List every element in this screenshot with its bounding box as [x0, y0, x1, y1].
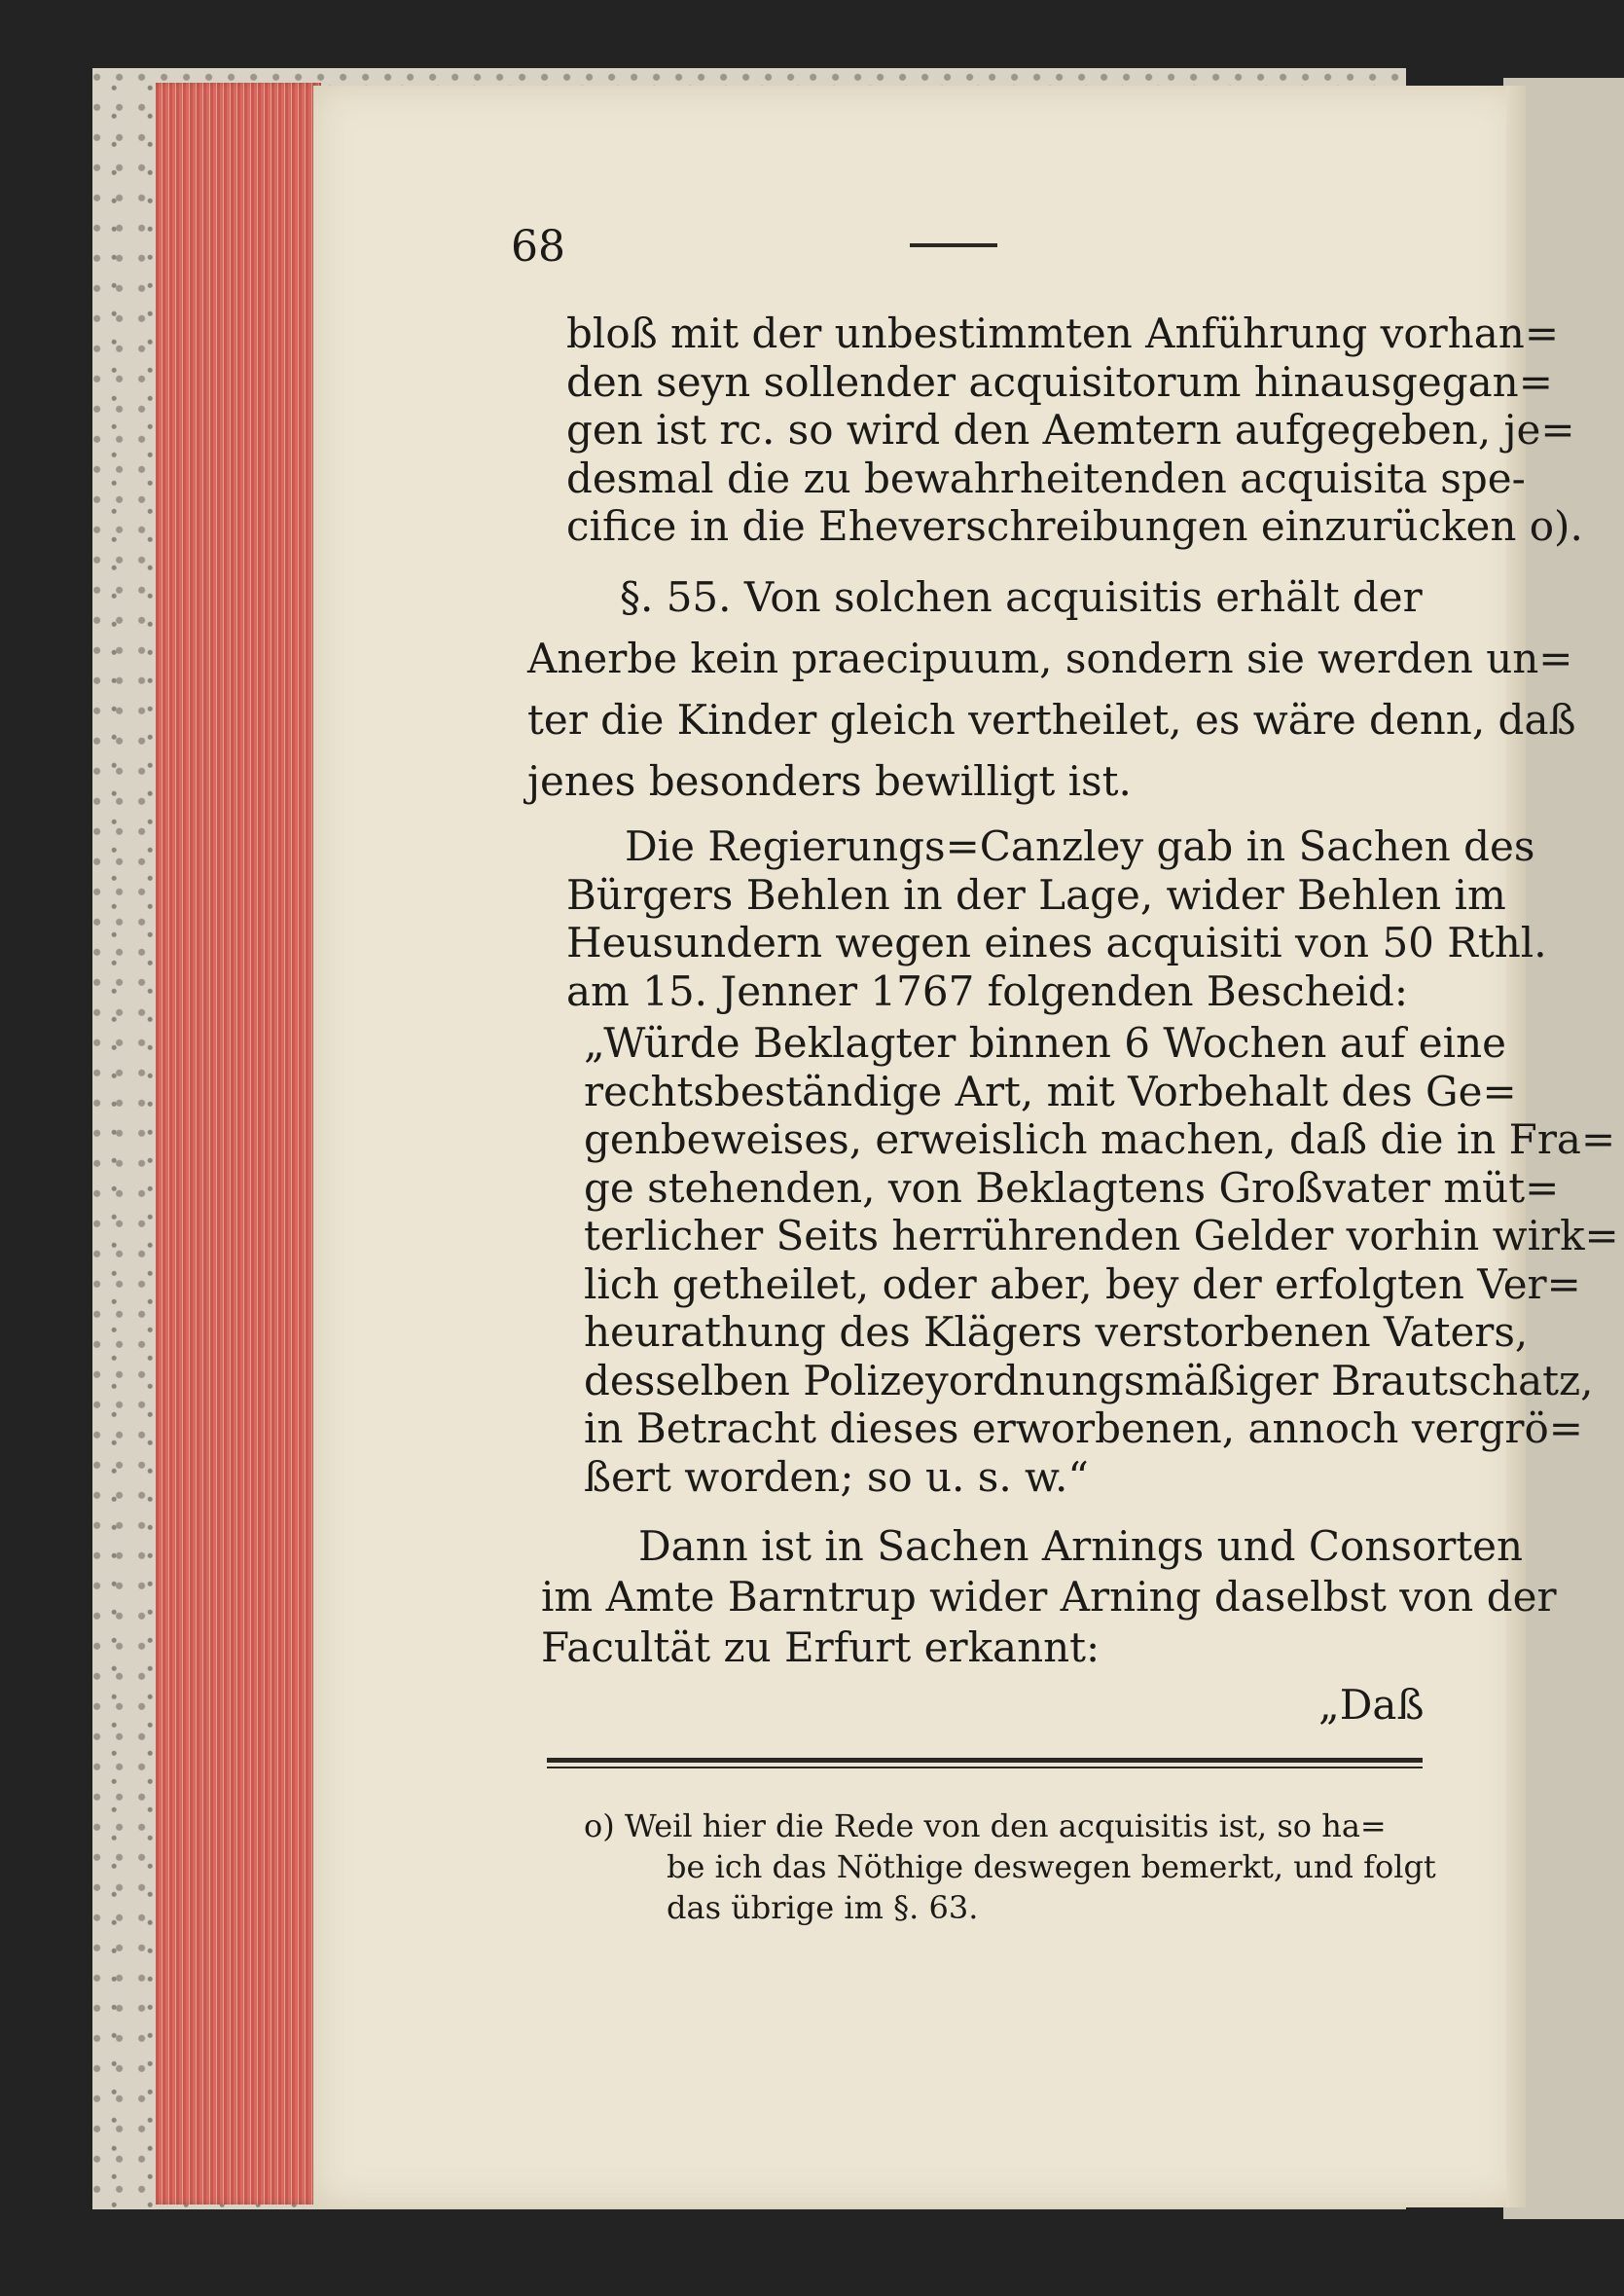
body-text-block-1 [566, 310, 1583, 551]
text-line: ßert worden; so u. s. w.“ [584, 1452, 1089, 1501]
text-line: lich getheilet, oder aber, bey der erfolgten Ver= [584, 1259, 1581, 1308]
page-edges [156, 83, 321, 2205]
text-line: Facultät zu Erfurt erkannt: [541, 1623, 1101, 1671]
footnote-rule-thin [547, 1767, 1423, 1768]
footnote-rule [547, 1758, 1423, 1763]
paragraph-55 [527, 566, 1576, 812]
text-line: desselben Polizeyordnungsmäßiger Brautschatz, [584, 1356, 1594, 1404]
footnote-line: das übrige im §. 63. [667, 1889, 979, 1926]
text-line: in Betracht dieses erworbenen, annoch vergrö= [584, 1404, 1583, 1452]
text-line: Die Regierungs=Canzley gab in Sachen des [625, 822, 1535, 870]
text-line: terlicher Seits herrührenden Gelder vorhin wirk= [584, 1212, 1619, 1259]
text-line: am 15. Jenner 1767 folgenden Bescheid: [566, 966, 1409, 1015]
catchword: „Daß [1318, 1681, 1425, 1729]
footnote [584, 1805, 1436, 1928]
text-line: bloß mit der unbestimmten Anführung vorhan= [566, 310, 1560, 357]
text-line: Dann ist in Sachen Arnings und Consorten [638, 1522, 1524, 1570]
text-line: cifice in die Eheverschreibungen einzurücken o). [566, 502, 1583, 550]
text-line: Bürgers Behlen in der Lage, wider Behlen im [566, 870, 1506, 919]
quoted-decision [584, 1019, 1619, 1501]
body-text-block-2 [566, 822, 1547, 1015]
footnote-line: o) Weil hier die Rede von den acquisitis ist, so ha= [584, 1807, 1387, 1844]
text-line: ge stehenden, von Beklagtens Großvater müt= [584, 1163, 1560, 1212]
text-line: rechtsbeständige Art, mit Vorbehalt des Ge= [584, 1067, 1517, 1115]
text-line: ter die Kinder gleich vertheilet, es wäre denn, daß [527, 696, 1576, 744]
page-number: 68 [511, 222, 565, 272]
text-line: gen ist rc. so wird den Aemtern aufgegeben, je= [566, 406, 1575, 454]
text-line: jenes besonders bewilligt ist. [527, 757, 1132, 805]
text-line: Heusundern wegen eines acquisiti von 50 Rthl. [566, 919, 1547, 966]
text-line: §. 55. Von solchen acquisitis erhält der [620, 573, 1423, 621]
text-line: Anerbe kein praecipuum, sondern sie werden un= [527, 635, 1573, 682]
text-line: „Würde Beklagter binnen 6 Wochen auf eine [584, 1019, 1506, 1067]
header-rule [910, 243, 997, 247]
footnote-line: be ich das Nöthige deswegen bemerkt, und folgt [667, 1848, 1436, 1885]
text-line: desmal die zu bewahrheitenden acquisita spe- [566, 454, 1526, 502]
text-line: genbeweises, erweislich machen, daß die in Fra= [584, 1115, 1616, 1163]
text-line: heurathung des Klägers verstorbenen Vaters, [584, 1308, 1529, 1356]
text-line: den seyn sollender acquisitorum hinausgegan= [566, 357, 1553, 406]
body-text-block-3 [541, 1521, 1557, 1673]
text-line: im Amte Barntrup wider Arning daselbst von der [541, 1573, 1557, 1621]
